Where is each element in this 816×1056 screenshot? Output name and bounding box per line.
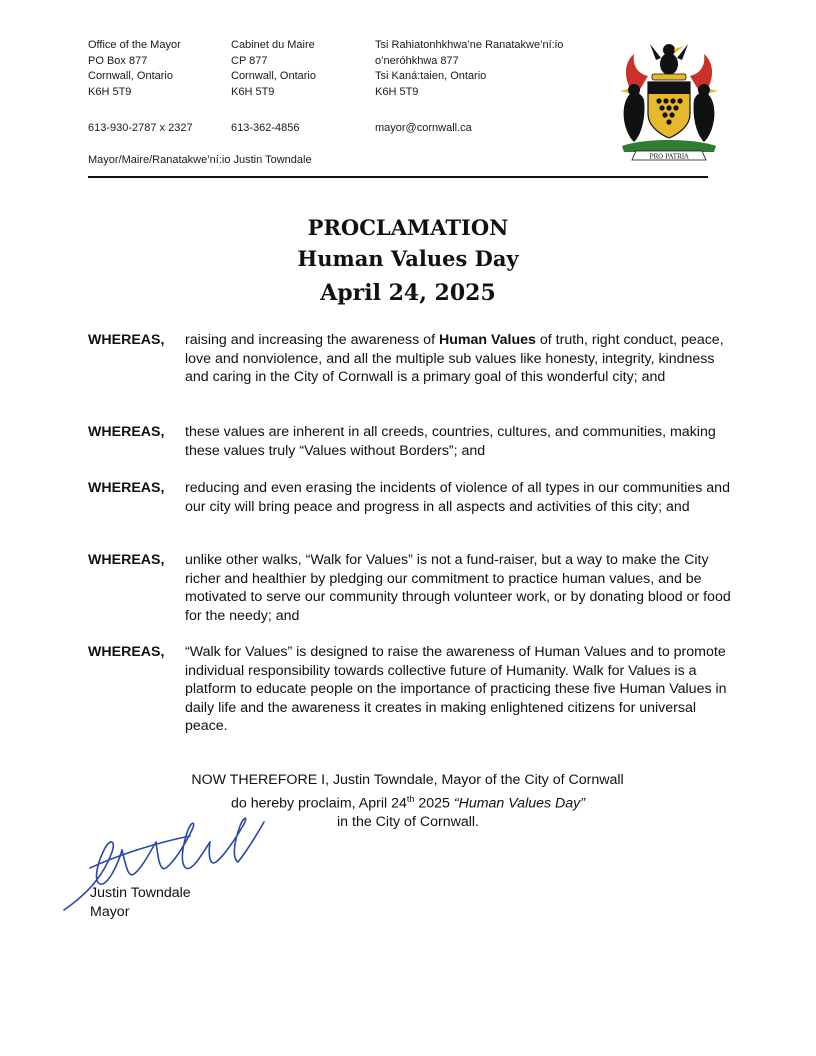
closing-line: NOW THEREFORE I, Justin Towndale, Mayor of the City of Cornwall (191, 772, 624, 788)
address-line: K6H 5T9 (231, 85, 275, 98)
city-crest-icon (614, 34, 724, 164)
signer-title: Mayor (90, 904, 130, 920)
clause-text-part: of truth, right conduct, peace, love and nonviolence, and all the multiple sub values like honesty, integrity, kindness and caring in the City of Cornwall is a primary goal of this wonderful city; and (185, 332, 724, 385)
proclamation-heading: PROCLAMATION (307, 215, 509, 240)
proclamation-date: April 24, 2025 (320, 280, 496, 306)
address-line: Tsi Kaná:taien, Ontario (375, 70, 487, 82)
letterhead-french (231, 38, 316, 100)
address-line: Cornwall, Ontario (231, 70, 316, 82)
header-divider (88, 176, 708, 178)
clause-text (185, 331, 738, 387)
clause-text-part: raising and increasing the awareness of (185, 332, 439, 348)
letterhead-english (88, 38, 181, 100)
clause-text: “Walk for Values” is designed to raise the awareness of Human Values and to promote individual responsibility towards collective future of Humanity. Walk for Values is a platform to educate people on the importance of practicing these five Human Values in daily life and the awareness it creates in making enlightened citizens for universal peace. (185, 644, 727, 734)
phone-french: 613-362-4856 (231, 122, 300, 134)
closing-text: 2025 (414, 795, 454, 812)
address-line: PO Box 877 (88, 54, 148, 67)
crest-motto: PRO PATRIA (649, 153, 689, 161)
address-line: Tsi Rahiatonhkhwa’ne Ranatakwe’ní:io (375, 39, 564, 51)
clause-text: unlike other walks, “Walk for Values” is not a fund-raiser, but a way to make the City richer and healthier by pledging our commitment to practice human values, and be motivated to serve our community through volunteer work, or by donating blood or food for the needy; and (185, 552, 731, 624)
clause-text: these values are inherent in all creeds, countries, cultures, and communities, making these values truly “Values without Borders”; and (185, 424, 716, 459)
address-line: o’neróhkhwa 877 (375, 54, 459, 67)
whereas-keyword: WHEREAS, (88, 552, 165, 568)
closing-line (0, 790, 816, 813)
phone-english: 613-930-2787 x 2327 (88, 122, 193, 134)
proclamation-subtitle: Human Values Day (297, 246, 519, 271)
whereas-clause (88, 331, 738, 387)
clause-emphasis: Human Values (438, 332, 536, 348)
address-line: Cornwall, Ontario (88, 70, 173, 82)
ordinal-suffix: th (406, 793, 415, 804)
whereas-keyword: WHEREAS, (88, 480, 165, 496)
clause-text: reducing and even erasing the incidents of violence of all types in our communities and our city will bring peace and progress in all aspects and activities of this city; and (185, 480, 730, 515)
address-line: K6H 5T9 (88, 85, 132, 98)
closing-line: in the City of Cornwall. (337, 813, 479, 830)
email-address: mayor@cornwall.ca (375, 122, 472, 134)
signer-block (90, 884, 191, 922)
whereas-clause (88, 643, 738, 736)
proclaimed-day: “Human Values Day” (453, 795, 585, 812)
address-line: Cabinet du Maire (231, 39, 315, 51)
whereas-clause (88, 551, 738, 625)
whereas-keyword: WHEREAS, (88, 332, 165, 348)
whereas-clause (88, 479, 738, 516)
address-line: CP 877 (231, 54, 268, 67)
address-line: Office of the Mayor (88, 39, 181, 51)
whereas-clause (88, 423, 738, 460)
address-line: K6H 5T9 (375, 85, 419, 98)
proclamation-title-block (0, 214, 816, 310)
whereas-keyword: WHEREAS, (88, 424, 165, 440)
letterhead-mohawk (375, 38, 563, 100)
mayor-name-line: Mayor/Maire/Ranatakwe’ní:io Justin Towndale (88, 154, 312, 166)
signer-name: Justin Towndale (90, 885, 191, 901)
closing-text: do hereby proclaim, April 24 (231, 795, 407, 812)
whereas-keyword: WHEREAS, (88, 644, 165, 660)
